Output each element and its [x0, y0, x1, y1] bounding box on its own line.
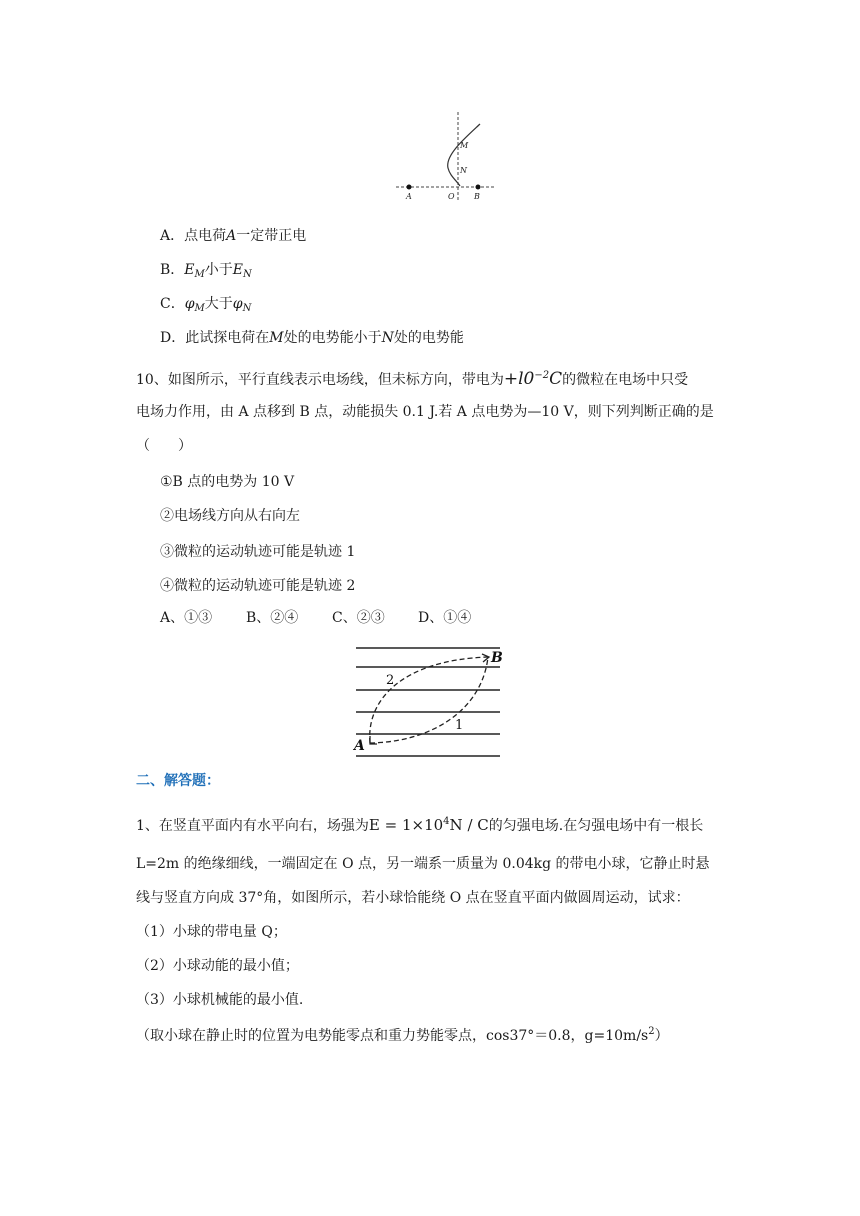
q9-option-d-n: N	[381, 330, 394, 346]
q1-note	[136, 1022, 669, 1046]
q9-option-b	[160, 260, 252, 285]
label-1: 1	[455, 718, 464, 733]
q9-option-a-suffix: 一定带正电	[236, 228, 307, 244]
q10-line1-post: 的微粒在电场中只受	[562, 372, 689, 388]
q9-option-c-sub1: M	[194, 303, 205, 314]
label-o: O	[448, 192, 455, 201]
figure-field-lines	[352, 640, 504, 762]
q9-option-d-mid: 处的电势能小于	[283, 330, 382, 346]
q10-line-2: 电场力作用，由 A 点移到 B 点，动能损失 0.1 J.若 A 点电势为—10 V，则下列判断正确的是	[136, 404, 714, 420]
label-a: A	[406, 192, 412, 201]
q10-answer-c: C、②③	[332, 610, 385, 626]
q9-option-b-e1: E	[184, 262, 195, 278]
label-n: N	[460, 166, 467, 175]
label-b: B	[474, 192, 480, 201]
q9-option-d	[160, 328, 464, 348]
q1-line-1	[136, 812, 703, 836]
q9-option-a	[160, 226, 306, 246]
q9-option-b-prefix: B．	[160, 262, 185, 278]
q9-option-c-phi1: φ	[184, 296, 195, 312]
q1-part-1: （1）小球的带电量 Q；	[136, 924, 287, 940]
trajectory-1	[370, 657, 488, 743]
q9-option-d-prefix: D．此试探电荷在	[160, 330, 270, 346]
q1-line1-pre: 1、在竖直平面内有水平向右，场强为	[136, 818, 369, 834]
label-b: B	[491, 650, 503, 666]
q10-answer-options	[160, 608, 471, 628]
figure-trajectory-curve	[390, 110, 500, 205]
q10-answer-a: A、①③	[160, 610, 213, 626]
q9-option-b-sub2: N	[243, 269, 252, 280]
q10-charge-base: l0	[518, 369, 535, 389]
q9-option-d-m: M	[269, 330, 284, 346]
q1-part-2: （2）小球动能的最小值；	[136, 958, 299, 974]
label-2: 2	[386, 673, 395, 688]
point-a	[407, 185, 412, 190]
q9-option-d-suffix: 处的电势能	[393, 330, 464, 346]
q9-option-c-phi2: φ	[232, 296, 243, 312]
q10-charge-exp: −2	[534, 370, 550, 381]
point-b	[476, 185, 481, 190]
q1-field-unit: N / C	[449, 816, 489, 834]
q9-option-c	[160, 294, 251, 319]
q1-field-exp: 4	[443, 816, 450, 827]
q1-note-post: ）	[654, 1028, 669, 1044]
q9-option-c-prefix: C．	[160, 296, 185, 312]
q10-charge-sign: +	[503, 369, 519, 389]
q10-statement-1: ①B 点的电势为 10 V	[160, 474, 295, 490]
trajectory-curve	[448, 124, 480, 186]
q1-note-exp: 2	[648, 1026, 655, 1037]
q10-statement-4: ④微粒的运动轨迹可能是轨迹 2	[160, 578, 356, 594]
q1-field-strength	[369, 816, 489, 834]
q9-option-b-e2: E	[232, 262, 244, 278]
q10-answer-b: B、②④	[246, 610, 299, 626]
q10-line-3: （ ）	[136, 438, 192, 454]
q10-charge	[504, 369, 562, 389]
q9-option-b-mid: 小于	[204, 262, 233, 278]
q1-note-pre: （取小球在静止时的位置为电势能零点和重力势能零点，cos37°＝0.8，g=10m/s	[136, 1028, 649, 1044]
q1-line1-post: 的匀强电场.在匀强电场中有一根长	[488, 818, 704, 834]
q1-line-3: 线与竖直方向成 37°角，如图所示，若小球恰能绕 O 点在竖直平面内做圆周运动，试求：	[136, 890, 690, 906]
q10-charge-unit: C	[549, 369, 563, 389]
label-a: A	[354, 738, 365, 754]
q9-option-a-var: A	[226, 228, 237, 244]
q1-line-2: L=2m 的绝缘细线，一端固定在 O 点，另一端系一质量为 0.04kg 的带电小球，它静止时悬	[136, 856, 710, 872]
q10-answer-d: D、①④	[418, 610, 472, 626]
label-m: M	[460, 141, 469, 150]
q9-option-c-sub2: N	[242, 303, 252, 314]
q1-part-3: （3）小球机械能的最小值.	[136, 992, 304, 1008]
q9-option-b-sub1: M	[194, 269, 205, 280]
q10-statement-2: ②电场线方向从右向左	[160, 508, 300, 524]
q10-line-1	[136, 366, 688, 390]
section-title-answers: 二、解答题：	[136, 773, 220, 789]
q1-field-expr: E = 1×10	[368, 816, 444, 834]
q9-option-a-prefix: A．点电荷	[160, 228, 227, 244]
q10-statement-3: ③微粒的运动轨迹可能是轨迹 1	[160, 544, 356, 560]
q9-option-c-mid: 大于	[204, 296, 233, 312]
q10-line1-pre: 10、如图所示，平行直线表示电场线，但未标方向，带电为	[136, 372, 504, 388]
